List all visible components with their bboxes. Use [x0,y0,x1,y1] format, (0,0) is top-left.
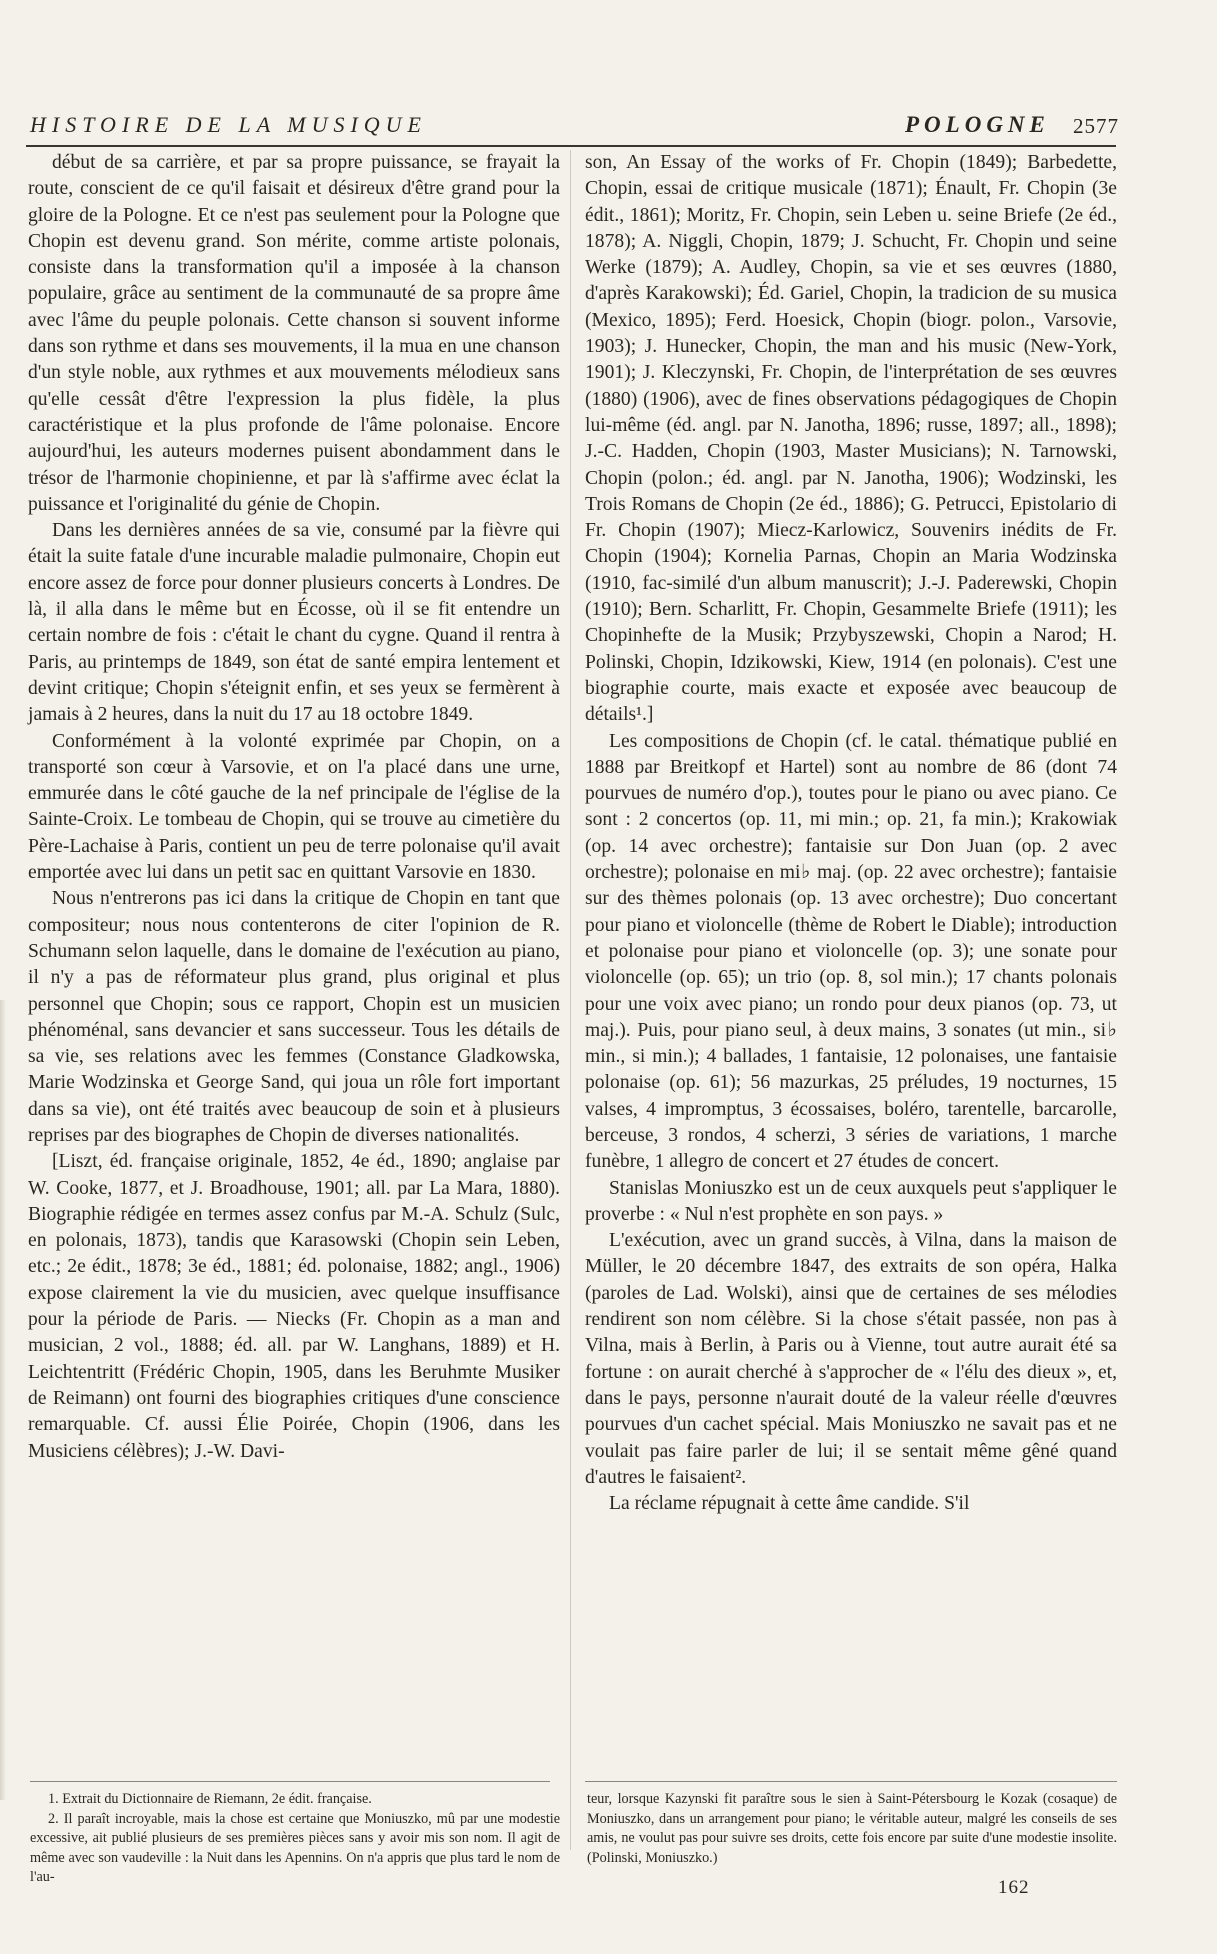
page-number: 2577 [1073,114,1119,138]
running-head-section: POLOGNE [905,112,1050,137]
paragraph: Nous n'entrerons pas ici dans la critique de Chopin en tant que compositeur; nous nous contenterons de citer l'opinion de R. Schumann selon laquelle, dans le domaine de l'exécution au piano, il n'y a pas de réformateur plus grand, plus original et plus personnel que Chopin; sous ce rapport, Chopin est un musicien phénoménal, sans devancier et sans successeur. Tous les détails de sa vie, ses relations avec les femmes (Constance Gladkowska, Marie Wodzinska et George Sand, qui joua un rôle fort important dans sa vie), ont été traités avec beaucoup de soin et à plusieurs reprises par des biographes de Chopin de diverses nationalités. [28,888,560,1146]
folio-number: 162 [998,1877,1030,1898]
running-head-title: HISTOIRE DE LA MUSIQUE [30,112,427,137]
footnote: 2. Il paraît incroyable, mais la chose est certaine que Moniuszko, mû par une modestie excessive, ait publié plusieurs de ses premières pièces sans y avoir mis son nom. Il agit de même avec son vaudeville : la Nuit dans les Apennins. On n'a appris que plus tard le nom de l'au- [30,1810,560,1886]
paragraph: son, An Essay of the works of Fr. Chopin (1849); Barbedette, Chopin, essai de critique musicale (1871); Énault, Fr. Chopin (3e édit., 1861); Moritz, Fr. Chopin, sein Leben u. seine Briefe (2e éd., 1878); A. Niggli, Chopin, 1879; J. Schucht, Fr. Chopin und seine Werke (1879); A. Audley, Chopin, sa vie et ses œuvres (1880, d'après Karakowski); Éd. Gariel, Chopin, la tradicion de su musica (Mexico, 1895); Ferd. Hoesick, Chopin (biogr. polon., Varsovie, 1903); J. Hunecker, Chopin, the man and his music (New-York, 1901); J. Kleczynski, Fr. Chopin, de l'interprétation de ses œuvres (1880) (1906), avec de fines observations pédagogiques de Chopin lui-même (éd. angl. par N. Janotha, 1896; russe, 1897; all., 1898); J.-C. Hadden, Chopin (1903, Master Musicians); N. Tarnowski, Chopin (polon.; éd. angl. par N. Janotha, 1906); Wodzinski, les Trois Romans de Chopin (2e éd., 1886); G. Petrucci, Epistolario di Fr. Chopin (1907); Miecz-Karlowicz, Souvenirs inédits de Fr. Chopin (1904); Kornelia Parnas, Chopin an Maria Wodzinska (1910, fac-similé d'un album manuscrit); J.-J. Paderewski, Chopin (1910); Bern. Scharlitt, Fr. Chopin, Gesammelte Briefe (1911); les Chopinhefte de la Musik; Przybyszewski, Chopin a Narod; H. Polinski, Chopin, Idzikowski, Kiew, 1914 (en polonais). C'est une biographie courte, mais exacte et exposée avec beaucoup de détails¹.] [585,152,1117,726]
paragraph: [Liszt, éd. française originale, 1852, 4e éd., 1890; anglaise par W. Cooke, 1877, et J. Broadhouse, 1901; all. par La Mara, 1880). Biographie rédigée en termes assez confus par M.-A. Schulz (Sulc, en polonais, 1873), tandis que Karasowski (Chopin sein Leben, etc.; 2e édit., 1878; 3e éd., 1881; éd. polonaise, 1882; angl., 1906) expose clairement la vie du musicien, avec quelque insuffisance pour la période de Paris. — Niecks (Fr. Chopin as a man and musician, 2 vol., 1888; éd. all. par W. Langhans, 1889) et H. Leichtentritt (Frédéric Chopin, 1905, dans les Beruhmte Musiker de Reimann) ont fourni des biographies critiques d'une conscience remarquable. Cf. aussi Élie Poirée, Chopin (1906, dans les Musiciens célèbres); J.-W. Davi- [28,1151,560,1462]
paragraph: Les compositions de Chopin (cf. le catal. thématique publié en 1888 par Breitkopf et Hartel) sont au nombre de 86 (dont 74 pourvues de numéro d'op.), toutes pour le piano ou avec piano. Ce sont : 2 concertos (op. 11, mi min.; op. 21, fa min.); Krakowiak (op. 14 avec orchestre); fantaisie sur Don Juan (op. 2 avec orchestre); polonaise en mi♭ maj. (op. 22 avec orchestre); fantaisie sur des thèmes polonais (op. 13 avec orchestre); Duo concertant pour piano et violoncelle (thème de Robert le Diable); introduction et polonaise pour piano et violoncelle (op. 3); une sonate pour violoncelle (op. 65); un trio (op. 8, sol min.); 17 chants polonais pour une voix avec piano; un rondo pour deux pianos (op. 73, ut maj.). Puis, pour piano seul, à deux mains, 3 sonates (ut min., si♭ min., si min.); 4 ballades, 1 fantaisie, 12 polonaises, une fantaisie polonaise (op. 61); 56 mazurkas, 25 préludes, 19 nocturnes, 15 valses, 4 impromptus, 3 écossaises, boléro, tarentelle, barcarolle, berceuse, 3 rondos, 4 scherzi, 3 séries de variations, 1 marche funèbre, 1 allegro de concert et 27 études de concert. [585,730,1117,1173]
paragraph: Stanislas Moniuszko est un de ceux auxquels peut s'appliquer le proverbe : « Nul n'est prophète en son pays. » [585,1177,1117,1225]
footnotes-right [587,1790,1117,1868]
right-column [585,150,1117,1517]
paragraph: L'exécution, avec un grand succès, à Vilna, dans la maison de Müller, le 20 décembre 1847, des extraits de son opéra, Halka (paroles de Lad. Wolski), ainsi que de certaines de ses mélodies rendirent son nom célèbre. Si la chose s'était passée, non pas à Vilna, mais à Berlin, à Paris ou à Vienne, tout autre aurait été sa fortune : on aurait cherché à s'approcher de « l'élu des dieux », et, dans le pays, personne n'aurait douté de la valeur réelle d'œuvres pourvues d'un cachet spécial. Mais Moniuszko ne savait pas et ne voulait pas faire parler de lui; il se sentait même gêné quand d'autres le faisaient². [585,1230,1117,1488]
paragraph: début de sa carrière, et par sa propre puissance, se frayait la route, conscient de ce qu'il faisait et désireux d'être grand pour la gloire de la Pologne. Et ce n'est pas seulement pour la Pologne que Chopin est devenu grand. Son mérite, comme artiste polonais, consiste dans la transformation qu'il a imposée à la chanson populaire, grâce au sentiment de la communauté de sa propre âme avec l'âme du peuple polonais. Cette chanson si souvent informe dans son rythme et dans ses mouvements, il la mua en une chanson d'un style noble, aux rythmes et aux mouvements mélodieux sans qu'elle cessât d'être l'expression la plus fidèle, la plus caractéristique et la plus profonde de l'âme polonaise. Encore aujourd'hui, les auteurs modernes puisent abondamment dans le trésor de l'harmonie chopinienne, et par là s'affirme avec éclat la puissance et l'originalité du génie de Chopin. [28,152,560,515]
left-column [28,150,560,1465]
column-divider [570,150,571,1850]
footnote: 1. Extrait du Dictionnaire de Riemann, 2e édit. française. [48,1791,372,1807]
page-edge-shadow [0,1000,6,1800]
footnote-rule [585,1781,1117,1782]
header-rule [26,145,1116,147]
footnote: teur, lorsque Kazynski fit paraître sous le sien à Saint-Pétersbourg le Kozak (cosaque) de Moniuszko, dans un arrangement pour piano; le véritable auteur, malgré les conseils de ses amis, ne voulut pas pour suivre ses droits, cette fois encore par suite d'une modestie insolite. (Polinski, Moniuszko.) [587,1791,1117,1866]
paragraph: Dans les dernières années de sa vie, consumé par la fièvre qui était la suite fatale d'une incurable maladie pulmonaire, Chopin eut encore assez de force pour donner plusieurs concerts à Londres. De là, il alla dans le même but en Écosse, où il se fit entendre un certain nombre de fois : c'était le chant du cygne. Quand il rentra à Paris, au printemps de 1849, son état de santé empira lentement et devint critique; Chopin s'éteignit enfin, et ses yeux se fermèrent à jamais à 2 heures, dans la nuit du 17 au 18 octobre 1849. [28,520,560,726]
paragraph: Conformément à la volonté exprimée par Chopin, on a transporté son cœur à Varsovie, et on l'a placé dans une urne, emmurée dans le côté gauche de la nef principale de l'église de la Sainte-Croix. Le tombeau de Chopin, qui se trouve au cimetière du Père-Lachaise à Paris, contient un peu de terre polonaise qu'il avait emportée avec lui dans un petit sac en quittant Varsovie en 1830. [28,730,560,884]
footnote-rule [30,1781,550,1782]
footnotes-left [30,1790,560,1888]
paragraph: La réclame répugnait à cette âme candide. S'il [609,1493,970,1515]
